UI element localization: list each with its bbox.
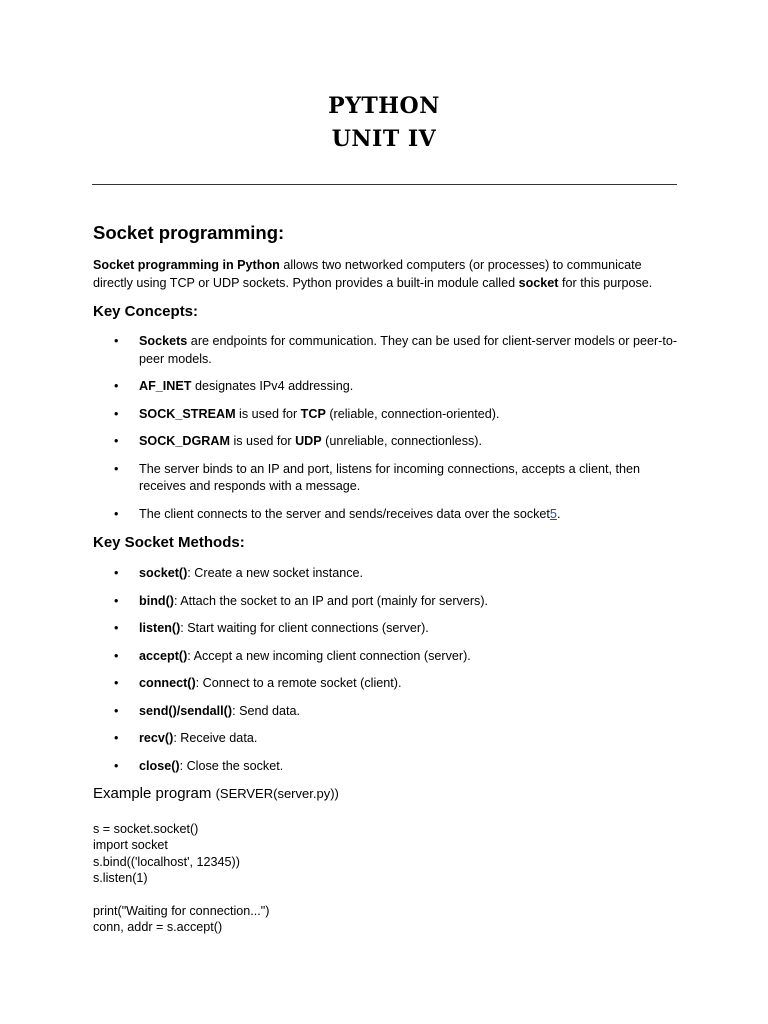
item-text: : Send data.	[232, 703, 300, 718]
bullet-icon: •	[114, 731, 119, 745]
item-bold: connect()	[139, 676, 196, 690]
list-item	[93, 593, 678, 611]
code-block	[93, 821, 240, 887]
item-text: (reliable, connection-oriented).	[325, 406, 500, 421]
item-bold: bind()	[139, 593, 174, 608]
code-line: s.bind(('localhost', 12345))	[93, 854, 240, 869]
bullet-icon: •	[114, 566, 119, 580]
item-text: .	[556, 506, 561, 521]
item-text: : Receive data.	[173, 731, 258, 745]
intro-paragraph	[93, 257, 678, 292]
item-text: : Start waiting for client connections (server).	[180, 621, 429, 635]
list-item	[93, 758, 678, 776]
code-line: print("Waiting for connection...")	[93, 904, 270, 918]
list-item	[93, 703, 678, 721]
bullet-icon: •	[114, 461, 119, 476]
bullet-icon: •	[114, 434, 119, 448]
key-concepts-heading: Key Concepts:	[93, 303, 199, 320]
item-bold: SOCK_STREAM	[139, 406, 236, 421]
list-item	[93, 648, 678, 666]
item-text: designates IPv4 addressing.	[191, 379, 354, 393]
code-line: conn, addr = s.accept()	[93, 920, 223, 935]
footnote-link[interactable]: 5	[549, 506, 557, 521]
item-bold: AF_INET	[139, 379, 192, 393]
item-text: : Attach the socket to an IP and port (mainly for servers).	[173, 593, 489, 608]
bullet-icon: •	[114, 379, 119, 393]
example-heading	[93, 785, 339, 802]
list-item	[93, 461, 678, 496]
section-heading: Socket programming:	[93, 222, 285, 243]
item-text: : Create a new socket instance.	[187, 566, 364, 580]
list-item	[93, 620, 678, 638]
code-line: s = socket.socket()	[93, 822, 199, 836]
list-item	[93, 333, 678, 368]
item-text: : Accept a new incoming client connection (server).	[187, 648, 471, 663]
item-bold: Sockets	[139, 334, 188, 348]
intro-text: allows two networked computers (or processes) to communicate directly using TCP or UDP sockets. Python provides a built-in module called	[93, 258, 642, 290]
list-item	[93, 506, 678, 524]
key-concepts-list	[93, 333, 678, 523]
bullet-icon: •	[114, 506, 119, 521]
list-item	[93, 433, 678, 451]
item-text: is used for	[235, 406, 301, 421]
item-bold: socket()	[139, 566, 188, 580]
intro-text-end: for this purpose.	[558, 275, 653, 290]
document-subtitle: UNIT IV	[331, 126, 437, 152]
list-item	[93, 675, 678, 693]
item-text: : Close the socket.	[179, 758, 284, 773]
code-block	[93, 903, 269, 936]
item-text: : Connect to a remote socket (client).	[195, 676, 402, 690]
list-item	[93, 406, 678, 424]
key-methods-heading: Key Socket Methods:	[93, 534, 245, 551]
document-title: PYTHON	[328, 93, 440, 119]
bullet-icon: •	[114, 703, 119, 718]
list-item	[93, 730, 678, 748]
intro-bold-term: Socket programming in Python	[93, 258, 280, 272]
item-bold: listen()	[139, 621, 181, 635]
item-bold: accept()	[139, 648, 188, 663]
example-filename: (SERVER(server.py))	[215, 786, 339, 801]
list-item	[93, 565, 678, 583]
example-label: Example program	[93, 785, 216, 802]
item-bold: SOCK_DGRAM	[139, 434, 230, 448]
item-text: The server binds to an IP and port, listens for incoming connections, accepts a client, then receives and responds with a message.	[139, 461, 640, 493]
bullet-icon: •	[114, 621, 119, 635]
intro-bold-module: socket	[518, 275, 559, 290]
item-text: are endpoints for communication. They can be used for client-server models or peer-to-peer models.	[139, 334, 678, 366]
code-line: s.listen(1)	[93, 871, 148, 886]
bullet-icon: •	[114, 758, 119, 773]
horizontal-divider	[92, 184, 677, 185]
key-methods-list	[93, 565, 678, 775]
code-line: import socket	[93, 838, 168, 853]
item-bold: close()	[139, 758, 180, 773]
item-bold: UDP	[295, 434, 322, 448]
item-bold: TCP	[300, 406, 326, 421]
list-item	[93, 378, 678, 396]
bullet-icon: •	[114, 593, 119, 608]
item-text: The client connects to the server and sends/receives data over the socket	[139, 506, 550, 521]
bullet-icon: •	[114, 648, 119, 663]
bullet-icon: •	[114, 406, 119, 421]
item-bold: recv()	[139, 731, 174, 745]
bullet-icon: •	[114, 334, 119, 348]
bullet-icon: •	[114, 676, 119, 690]
item-text: (unreliable, connectionless).	[321, 434, 482, 448]
item-bold: send()/sendall()	[139, 703, 233, 718]
item-text: is used for	[229, 434, 296, 448]
